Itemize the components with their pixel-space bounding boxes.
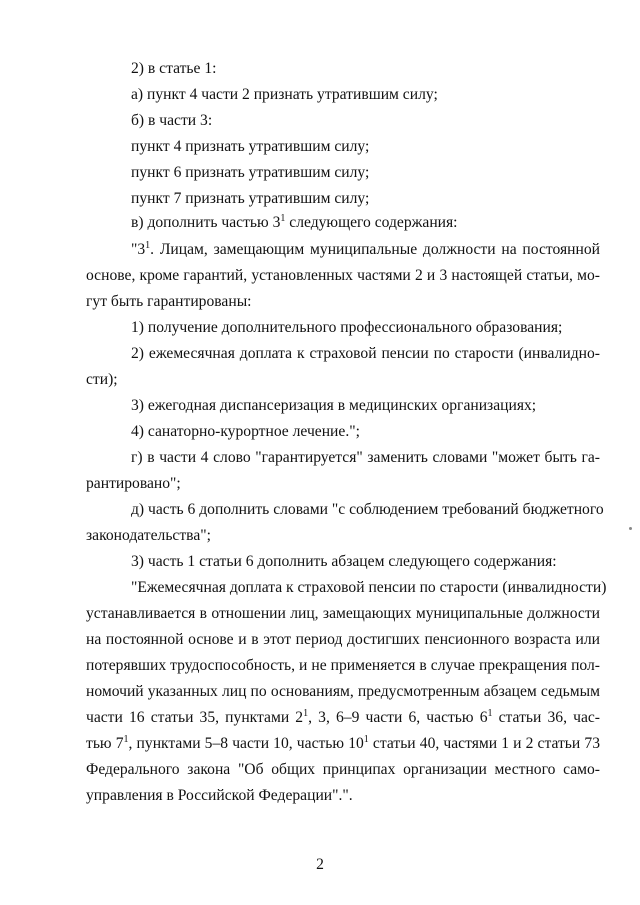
text-line: тью $7^1$, пунктами 5–8 части 10, частью $10^1$ статьи 40, частями 1 и 2 статьи 73 bbox=[86, 733, 600, 752]
text-line: 2) в статье 1: bbox=[131, 60, 217, 77]
text-line: потерявших трудоспособность, и не применяется в случае прекращения пол- bbox=[86, 657, 600, 674]
text-line: основе, кроме гарантий, установленных частями 2 и 3 настоящей статьи, мо- bbox=[86, 267, 600, 284]
text-line: "Ежемесячная доплата к страховой пенсии по старости (инвалидности) bbox=[131, 579, 607, 596]
text-line: б) в части 3: bbox=[131, 112, 213, 129]
text-line: номочий указанных лиц по основаниям, предусмотренным абзацем седьмым bbox=[86, 683, 600, 700]
text-line: устанавливается в отношении лиц, замещающих муниципальные должности bbox=[86, 605, 600, 622]
text-line: д) часть 6 дополнить словами "с соблюдением требований бюджетного bbox=[131, 501, 604, 518]
text-line: "$3^1$. Лицам, замещающим муниципальные должности на постоянной bbox=[131, 239, 600, 258]
text-line: управления в Российской Федерации".". bbox=[86, 787, 353, 804]
text-line: сти); bbox=[86, 371, 118, 388]
text-line: г) в части 4 слово "гарантируется" заменить словами "может быть га- bbox=[131, 449, 600, 466]
text-line: 3) часть 1 статьи 6 дополнить абзацем следующего содержания: bbox=[131, 553, 557, 570]
text-line: 2) ежемесячная доплата к страховой пенсии по старости (инвалидно- bbox=[131, 345, 600, 362]
text-line: на постоянной основе и в этот период достигших пенсионного возраста или bbox=[86, 631, 600, 648]
text-line: рантировано"; bbox=[86, 475, 181, 492]
scan-speck bbox=[629, 527, 632, 530]
text-line: 1) получение дополнительного профессионального образования; bbox=[131, 319, 563, 336]
text-line: а) пункт 4 части 2 признать утратившим силу; bbox=[131, 86, 438, 103]
text-line: части 16 статьи 35, пунктами $2^1$, 3, 6–9 части 6, частью $6^1$ статьи 36, час- bbox=[86, 707, 600, 726]
text-line: Федерального закона "Об общих принципах организации местного само- bbox=[86, 761, 600, 778]
text-line: пункт 4 признать утратившим силу; bbox=[131, 138, 370, 155]
text-line: 4) санаторно-курортное лечение."; bbox=[131, 423, 360, 440]
text-line: пункт 7 признать утратившим силу; bbox=[131, 190, 370, 207]
text-line: гут быть гарантированы: bbox=[86, 293, 252, 310]
text-line: пункт 6 признать утратившим силу; bbox=[131, 164, 370, 181]
text-line: в) дополнить частью $3^1$ следующего содержания: bbox=[131, 212, 458, 231]
text-line: 3) ежегодная диспансеризация в медицинских организациях; bbox=[131, 397, 537, 414]
page-number: 2 bbox=[316, 856, 324, 873]
text-line: законодательства"; bbox=[86, 527, 211, 544]
